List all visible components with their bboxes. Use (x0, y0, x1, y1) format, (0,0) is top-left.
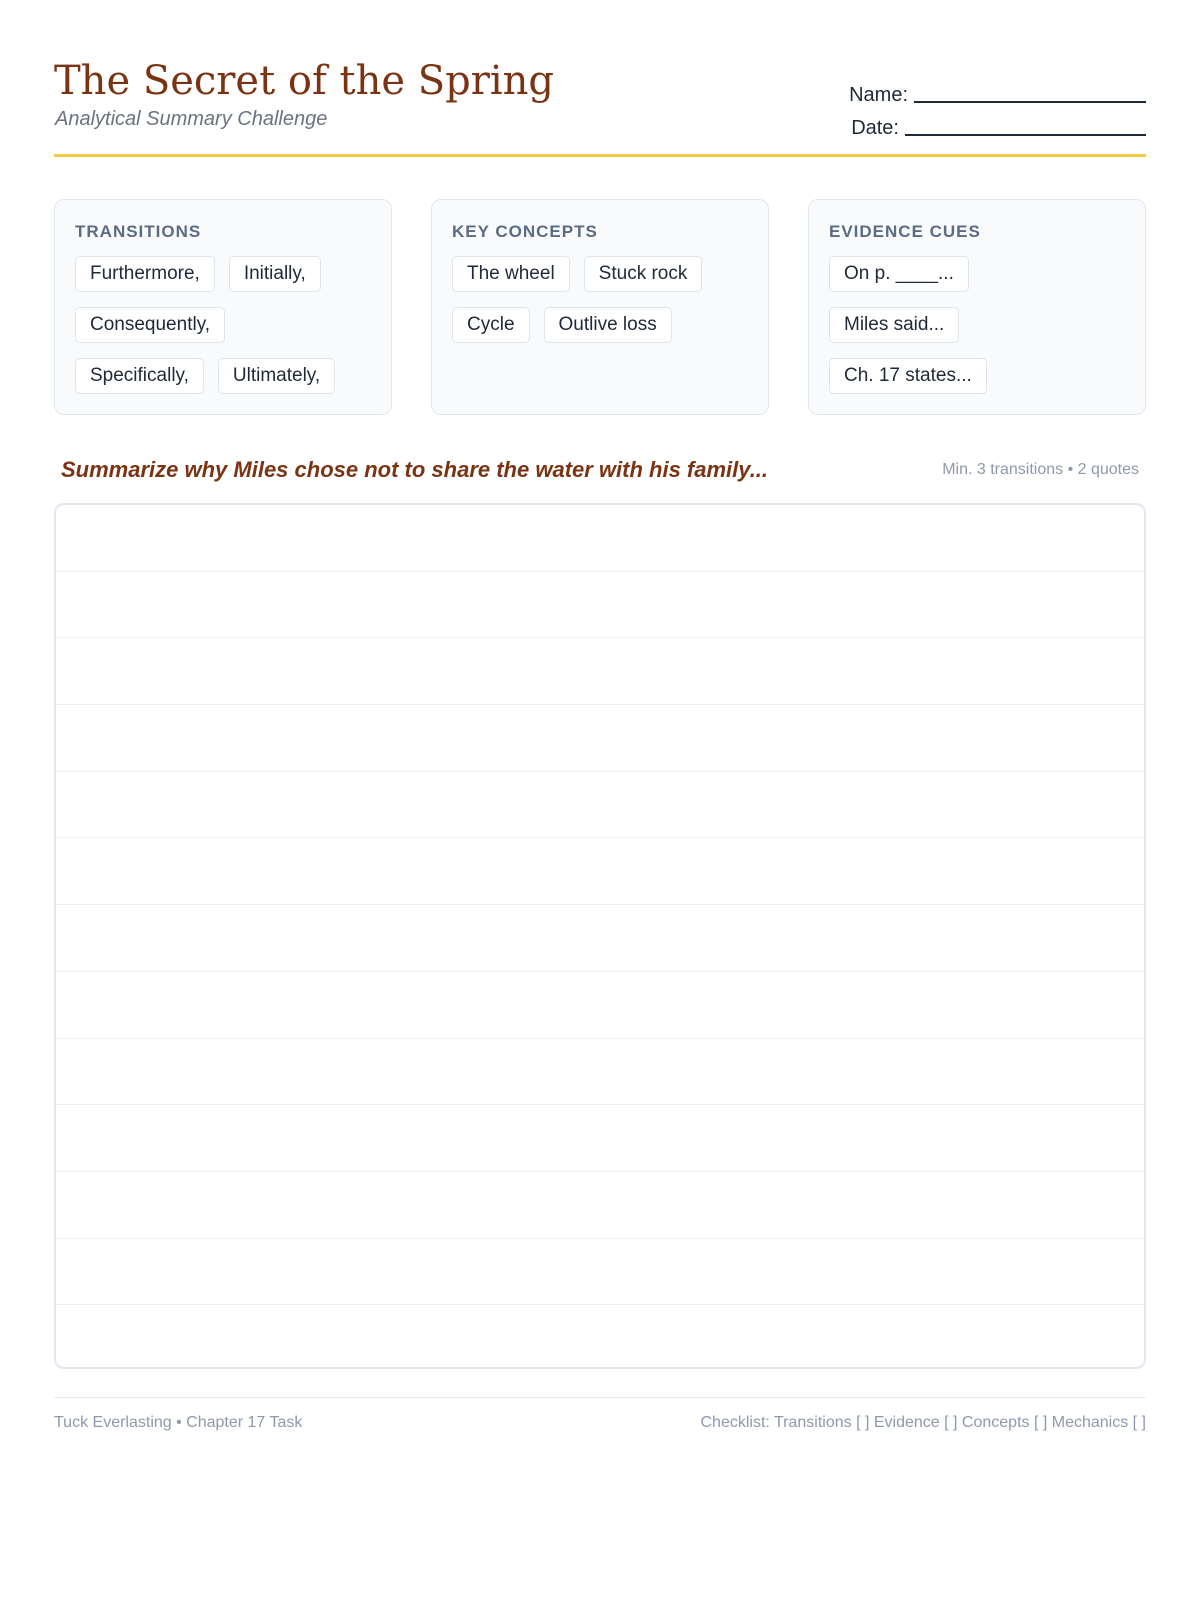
writing-line[interactable] (56, 905, 1144, 972)
prompt-requirements: Min. 3 transitions • 2 quotes (942, 461, 1139, 478)
writing-line[interactable] (56, 1239, 1144, 1306)
transition-chip: Specifically, (75, 358, 204, 394)
concept-chip: Cycle (452, 307, 530, 343)
evidence-cues-card (808, 199, 1146, 415)
page-subtitle: Analytical Summary Challenge (55, 108, 328, 130)
name-row (849, 74, 1146, 107)
evidence-cues-chips (829, 256, 1125, 409)
footer-source: Tuck Everlasting • Chapter 17 Task (54, 1414, 303, 1431)
evidence-chip: Ch. 17 states... (829, 358, 987, 394)
date-row (849, 107, 1146, 140)
writing-area[interactable] (54, 503, 1146, 1369)
evidence-chip: On p. ____... (829, 256, 969, 292)
writing-line[interactable] (56, 1172, 1144, 1239)
concept-chip: The wheel (452, 256, 570, 292)
worksheet-footer (54, 1397, 1146, 1432)
writing-line[interactable] (56, 1039, 1144, 1106)
transitions-card-title: TRANSITIONS (75, 222, 202, 241)
writing-line[interactable] (56, 838, 1144, 905)
writing-line[interactable] (56, 638, 1144, 705)
writing-line[interactable] (56, 1305, 1144, 1369)
evidence-chip: Miles said... (829, 307, 959, 343)
prompt-row (54, 457, 1146, 483)
writing-line[interactable] (56, 772, 1144, 839)
transition-chip: Furthermore, (75, 256, 215, 292)
writing-line[interactable] (56, 972, 1144, 1039)
footer-checklist: Checklist: Transitions [ ] Evidence [ ] Concepts [ ] Mechanics [ ] (700, 1414, 1146, 1431)
concept-chip: Outlive loss (544, 307, 672, 343)
key-concepts-chips (452, 256, 748, 358)
key-concepts-card-title: KEY CONCEPTS (452, 222, 598, 241)
page-title: The Secret of the Spring (54, 58, 554, 104)
transitions-chips (75, 256, 371, 409)
worksheet-header (54, 0, 1146, 157)
writing-line[interactable] (56, 705, 1144, 772)
date-field[interactable] (905, 134, 1146, 136)
key-concepts-card (431, 199, 769, 415)
transition-chip: Ultimately, (218, 358, 335, 394)
concept-chip: Stuck rock (584, 256, 703, 292)
evidence-cues-card-title: EVIDENCE CUES (829, 222, 981, 241)
date-label: Date: (851, 117, 899, 139)
transition-chip: Consequently, (75, 307, 225, 343)
name-field[interactable] (914, 101, 1146, 103)
transition-chip: Initially, (229, 256, 321, 292)
transitions-card (54, 199, 392, 415)
writing-line[interactable] (56, 572, 1144, 639)
student-info (849, 74, 1146, 140)
writing-line[interactable] (56, 505, 1144, 572)
writing-prompt: Summarize why Miles chose not to share the water with his family... (61, 457, 769, 482)
word-bank-cards (54, 199, 1146, 415)
name-label: Name: (849, 84, 908, 106)
writing-line[interactable] (56, 1105, 1144, 1172)
